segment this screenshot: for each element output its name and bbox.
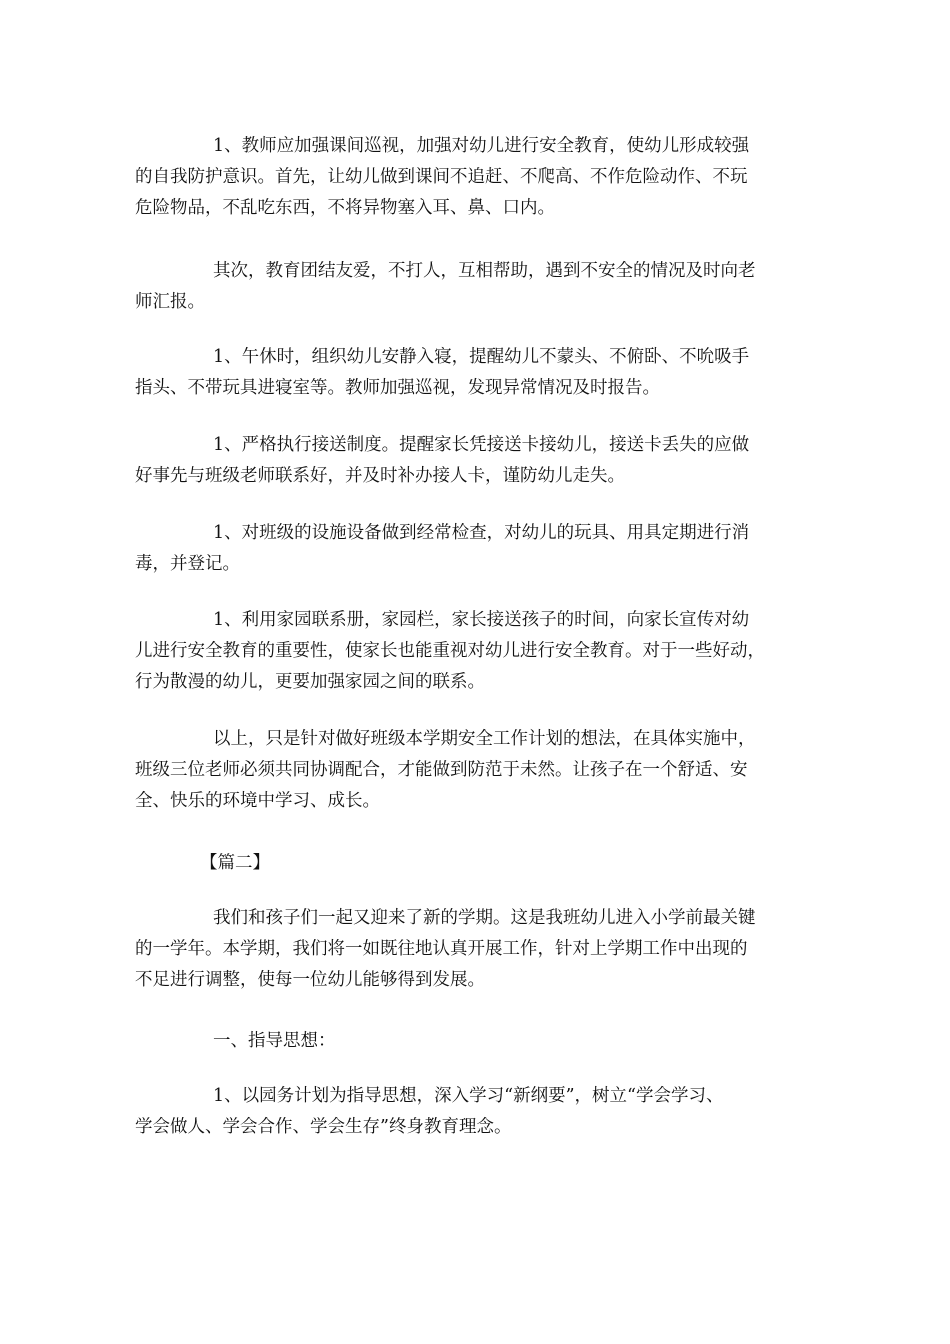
text-line: 的自我防护意识。首先，让幼儿做到课间不追赶、不爬高、不作危险动作、不玩 <box>135 167 748 187</box>
text-line: 不足进行调整，使每一位幼儿能够得到发展。 <box>135 970 485 990</box>
text-line: 指头、不带玩具进寝室等。教师加强巡视，发现异常情况及时报告。 <box>135 378 660 398</box>
text-line: 1、严格执行接送制度。提醒家长凭接送卡接幼儿，接送卡丢失的应做 <box>213 435 750 455</box>
text-line: 1、利用家园联系册，家园栏，家长接送孩子的时间，向家长宣传对幼 <box>213 610 750 630</box>
paragraph-new-semester <box>135 903 815 996</box>
text-line: 【篇二】 <box>200 853 270 873</box>
text-line: 师汇报。 <box>135 292 205 312</box>
text-line: 毒，并登记。 <box>135 554 240 574</box>
text-line: 行为散漫的幼儿，更要加强家园之间的联系。 <box>135 672 485 692</box>
text-line: 1、以园务计划为指导思想，深入学习“新纲要”，树立“学会学习、 <box>213 1086 724 1106</box>
text-line: 其次，教育团结友爱，不打人，互相帮助，遇到不安全的情况及时向老 <box>213 261 756 281</box>
text-line: 学会做人、学会合作、学会生存”终身教育理念。 <box>135 1117 512 1137</box>
text-line: 1、午休时，组织幼儿安静入寝，提醒幼儿不蒙头、不俯卧、不吮吸手 <box>213 347 750 367</box>
text-line: 全、快乐的环境中学习、成长。 <box>135 791 380 811</box>
paragraph-guiding-ideology-item <box>135 1081 815 1143</box>
text-line: 以上，只是针对做好班级本学期安全工作计划的想法，在具体实施中， <box>213 729 756 749</box>
section-heading-part-two <box>135 848 815 879</box>
text-line: 1、教师应加强课间巡视，加强对幼儿进行安全教育，使幼儿形成较强 <box>213 136 750 156</box>
text-line: 班级三位老师必须共同协调配合，才能做到防范于未然。让孩子在一个舒适、安 <box>135 760 748 780</box>
paragraph-nap-time <box>135 342 815 404</box>
paragraph-unity-friendship <box>135 256 815 318</box>
text-line: 好事先与班级老师联系好，并及时补办接人卡，谨防幼儿走失。 <box>135 466 625 486</box>
paragraph-pickup-system <box>135 430 815 492</box>
text-line: 儿进行安全教育的重要性，使家长也能重视对幼儿进行安全教育。对于一些好动， <box>135 641 765 661</box>
text-line: 一、指导思想： <box>213 1031 336 1051</box>
text-line: 的一学年。本学期，我们将一如既往地认真开展工作，针对上学期工作中出现的 <box>135 939 748 959</box>
paragraph-facility-check <box>135 518 815 580</box>
paragraph-safety-supervision <box>135 131 815 224</box>
paragraph-conclusion <box>135 724 815 817</box>
text-line: 我们和孩子们一起又迎来了新的学期。这是我班幼儿进入小学前最关键 <box>213 908 756 928</box>
text-line: 1、对班级的设施设备做到经常检查，对幼儿的玩具、用具定期进行消 <box>213 523 750 543</box>
text-line: 危险物品，不乱吃东西，不将异物塞入耳、鼻、口内。 <box>135 198 555 218</box>
heading-guiding-ideology <box>135 1026 815 1057</box>
paragraph-home-school-contact <box>135 605 815 698</box>
